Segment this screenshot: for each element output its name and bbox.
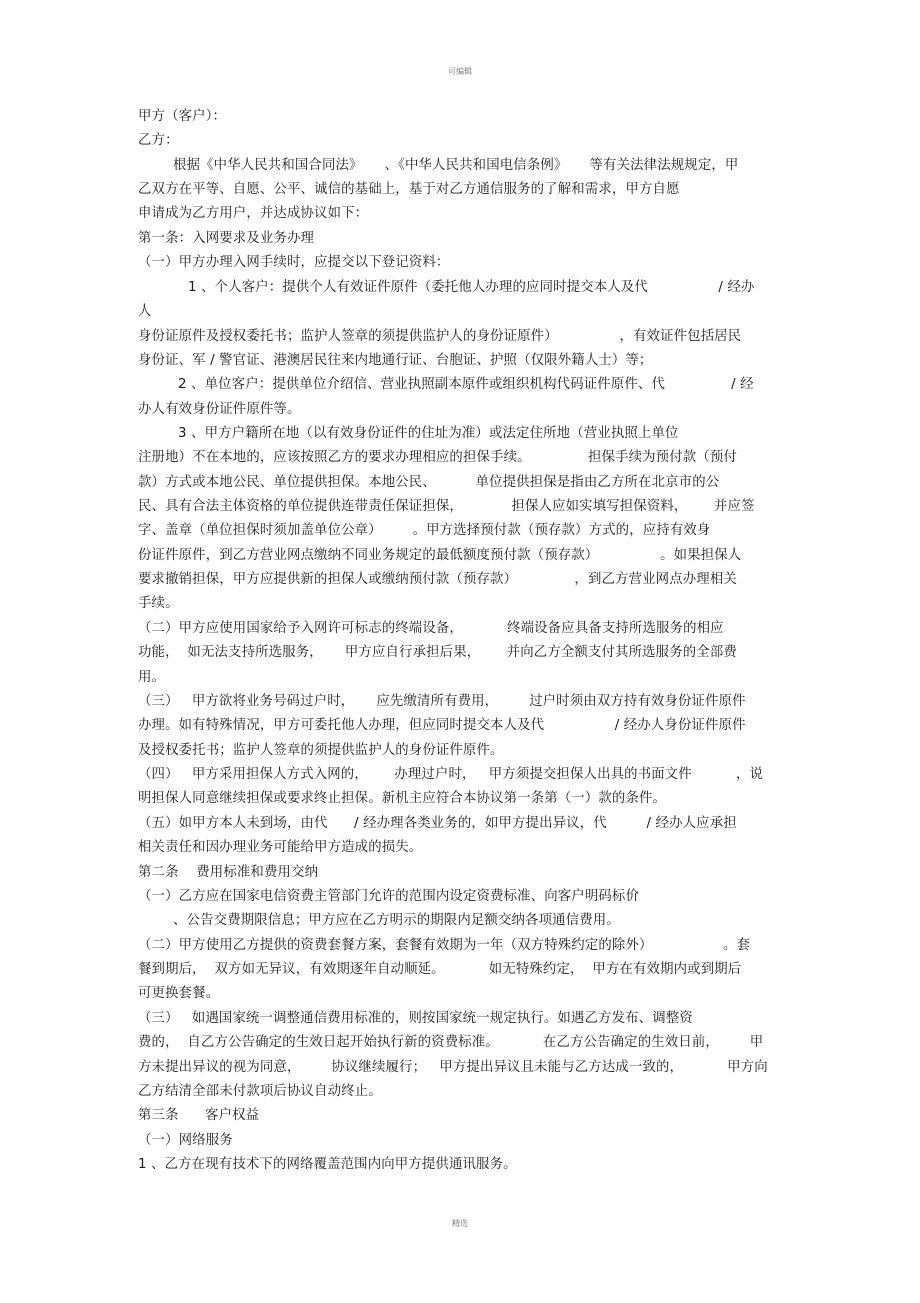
text-line: 申请成为乙方用户，并达成协议如下： — [138, 206, 369, 221]
text-line: 1 、个人客户：提供个人有效证件原件（委托他人办理的应同时提交本人及代 / 经办 — [188, 280, 755, 295]
text-line: （三） 如遇国家统一调整通信费用标准的，则按国家统一规定执行。如遇乙方发布、调整资 — [138, 1011, 693, 1026]
text-line: （三） 甲方欲将业务号码过户时， 应先缴清所有费用， 过户时须由双方持有效身份证件原件 — [138, 694, 746, 709]
text-line: 办理。如有特殊情况，甲方可委托他人办理，但应同时提交本人及代 / 经办人身份证件原件 — [138, 718, 746, 733]
text-line: 、公告交费期限信息；甲方应在乙方明示的期限内足额交纳各项通信费用。 — [173, 913, 620, 928]
text-line: 款）方式或本地公民、单位提供担保。本地公民、 单位提供担保是指由乙方所在北京市的公 — [138, 475, 720, 490]
text-line: 身份证原件及授权委托书；监护人签章的须提供监护人的身份证原件） ，有效证件包括居民 — [138, 329, 742, 344]
text-line: 相关责任和因办理业务可能给甲方造成的损失。 — [138, 840, 423, 855]
text-line: （五）如甲方本人未到场，由代 / 经办理各类业务的，如甲方提出异议，代 / 经办人应承担 — [138, 816, 737, 831]
text-line: 乙双方在平等、自愿、公平、诚信的基础上，基于对乙方通信服务的了解和需求，甲方自愿 — [138, 182, 680, 197]
text-line: 手续。 — [138, 596, 179, 611]
text-line: （一）乙方应在国家电信资费主管部门允许的范围内设定资费标准、向客户明码标价 — [138, 889, 640, 904]
text-line: 及授权委托书；监护人签章的须提供监护人的身份证件原件。 — [138, 743, 504, 758]
text-line: 注册地）不在本地的，应该按照乙方的要求办理相应的担保手续。 担保手续为预付款（预付 — [138, 450, 737, 465]
text-line: 费的， 自乙方公告确定的生效日起开始执行新的资费标准。 在乙方公告确定的生效日前， 甲 — [138, 1035, 764, 1050]
text-line: 第三条 客户权益 — [138, 1108, 260, 1123]
text-line: 办人有效身份证件原件等。 — [138, 402, 301, 417]
text-line: 乙方结清全部未付款项后协议自动终止。 — [138, 1084, 382, 1099]
text-line: 人 — [138, 304, 152, 319]
text-line: 2 、单位客户：提供单位介绍信、营业执照副本原件或组织机构代码证件原件、代 / 经 — [178, 377, 754, 392]
page-footer: 精选 — [452, 1219, 468, 1228]
text-line: 餐到期后， 双方如无异议，有效期逐年自动顺延。 如无特殊约定， 甲方在有效期内或到期后 — [138, 962, 742, 977]
text-line: 字、盖章（单位担保时须加盖单位公章） 。甲方选择预付款（预存款）方式的，应持有效身 — [138, 523, 711, 538]
text-line: 根据《中华人民共和国合同法》 、《中华人民共和国电信条例》 等有关法律法规规定，甲 — [173, 158, 739, 173]
text-line: 乙方： — [138, 133, 179, 148]
text-line: （四） 甲方采用担保人方式入网的， 办理过户时， 甲方须提交担保人出具的书面文件 ，说 — [138, 767, 764, 782]
text-line: 明担保人同意继续担保或要求终止担保。新机主应符合本协议第一条第（一）款的条件。 — [138, 791, 667, 806]
text-line: 身份证、军 / 警官证、港澳居民往来内地通行证、台胞证、护照（仅限外籍人士）等； — [138, 353, 653, 368]
text-line: 3 、甲方户籍所在地（以有效身份证件的住址为准）或法定住所地（营业执照上单位 — [178, 426, 679, 441]
text-line: 第一条：入网要求及业务办理 — [138, 231, 315, 246]
text-line: 功能， 如无法支持所选服务， 甲方应自行承担后果， 并向乙方全额支付其所选服务的全部费 — [138, 645, 737, 660]
text-line: 甲方（客户）： — [138, 109, 227, 124]
text-line: （一）网络服务 — [138, 1133, 233, 1148]
text-line: 份证件原件，到乙方营业网点缴纳不同业务规定的最低额度预付款（预存款） 。如果担保人 — [138, 548, 742, 563]
text-line: 用。 — [138, 670, 166, 685]
text-line: （二）甲方使用乙方提供的资费套餐方案，套餐有效期为一年（双方特殊约定的除外） 。套 — [138, 938, 751, 953]
page-header: 可编辑 — [448, 67, 472, 76]
text-line: 要求撤销担保，甲方应提供新的担保人或缴纳预付款（预存款） ，到乙方营业网点办理相关 — [138, 572, 737, 587]
text-line: （一）甲方办理入网手续时，应提交以下登记资料： — [138, 255, 450, 270]
text-line: 第二条 费用标准和费用交纳 — [138, 865, 319, 880]
text-line: （二）甲方应使用国家给予入网许可标志的终端设备， 终端设备应具备支持所选服务的相应 — [138, 621, 724, 636]
text-line: 可更换套餐。 — [138, 986, 220, 1001]
text-line: 方未提出异议的视为同意， 协议继续履行； 甲方提出异议且未能与乙方达成一致的， 甲方向 — [138, 1060, 768, 1075]
text-line: 民、具有合法主体资格的单位提供连带责任保证担保， 担保人应如实填写担保资料， 并应签 — [138, 499, 755, 514]
text-line: 1 、乙方在现有技术下的网络覆盖范围内向甲方提供通讯服务。 — [138, 1157, 517, 1172]
